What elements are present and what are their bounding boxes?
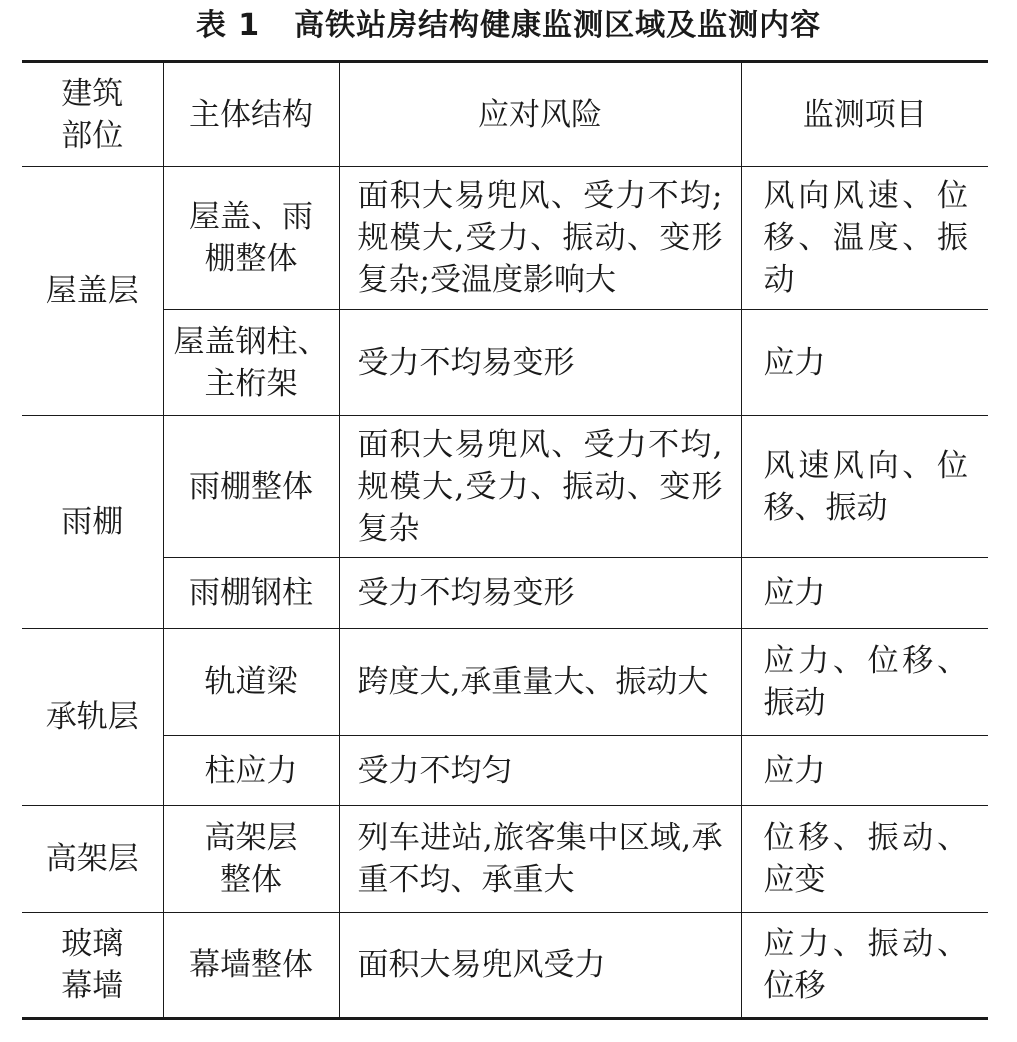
table-body [22, 167, 988, 1019]
structure-cell: 屋盖、雨棚整体 [163, 167, 339, 310]
header-monitoring-items: 监测项目 [741, 62, 988, 167]
table-row [22, 416, 988, 558]
risk-cell: 列车进站,旅客集中区域,承重不均、承重大 [339, 806, 741, 913]
table-title: 高铁站房结构健康监测区域及监测内容 [294, 8, 822, 43]
table-row [22, 913, 988, 1019]
building-part-cell: 高架层 [22, 806, 163, 913]
monitoring-items-cell: 应力 [741, 310, 988, 416]
building-part-cell: 雨棚 [22, 416, 163, 629]
table-caption [0, 6, 1017, 46]
table-row [22, 736, 988, 806]
header-row [22, 62, 988, 167]
monitoring-items-cell: 应力 [741, 736, 988, 806]
table-number: 表 1 [195, 8, 261, 43]
risk-cell: 受力不均易变形 [339, 310, 741, 416]
monitoring-items-cell: 应力、振动、位移 [741, 913, 988, 1019]
monitoring-items-cell: 应力、位移、振动 [741, 629, 988, 736]
monitoring-items-cell: 应力 [741, 558, 988, 629]
header-main-structure: 主体结构 [163, 62, 339, 167]
risk-cell: 受力不均匀 [339, 736, 741, 806]
structure-cell: 雨棚钢柱 [163, 558, 339, 629]
risk-cell: 面积大易兜风、受力不均;规模大,受力、振动、变形复杂;受温度影响大 [339, 167, 741, 310]
structure-cell: 屋盖钢柱、主桁架 [163, 310, 339, 416]
building-part-cell: 承轨层 [22, 629, 163, 806]
header-risk: 应对风险 [339, 62, 741, 167]
building-part-cell: 屋盖层 [22, 167, 163, 416]
monitoring-items-cell: 风向风速、位移、温度、振动 [741, 167, 988, 310]
table-row [22, 167, 988, 310]
monitoring-items-cell: 位移、振动、应变 [741, 806, 988, 913]
structure-cell: 高架层整体 [163, 806, 339, 913]
table-row [22, 629, 988, 736]
structure-cell: 柱应力 [163, 736, 339, 806]
risk-cell: 受力不均易变形 [339, 558, 741, 629]
building-part-cell: 玻璃幕墙 [22, 913, 163, 1019]
monitoring-items-cell: 风速风向、位移、振动 [741, 416, 988, 558]
table-row [22, 310, 988, 416]
risk-cell: 跨度大,承重量大、振动大 [339, 629, 741, 736]
risk-cell: 面积大易兜风、受力不均,规模大,受力、振动、变形复杂 [339, 416, 741, 558]
header-building-part: 建筑部位 [22, 62, 163, 167]
table-row [22, 558, 988, 629]
monitoring-table [22, 60, 988, 1020]
structure-cell: 轨道梁 [163, 629, 339, 736]
structure-cell: 幕墙整体 [163, 913, 339, 1019]
table-header [22, 62, 988, 167]
structure-cell: 雨棚整体 [163, 416, 339, 558]
table-row [22, 806, 988, 913]
risk-cell: 面积大易兜风受力 [339, 913, 741, 1019]
